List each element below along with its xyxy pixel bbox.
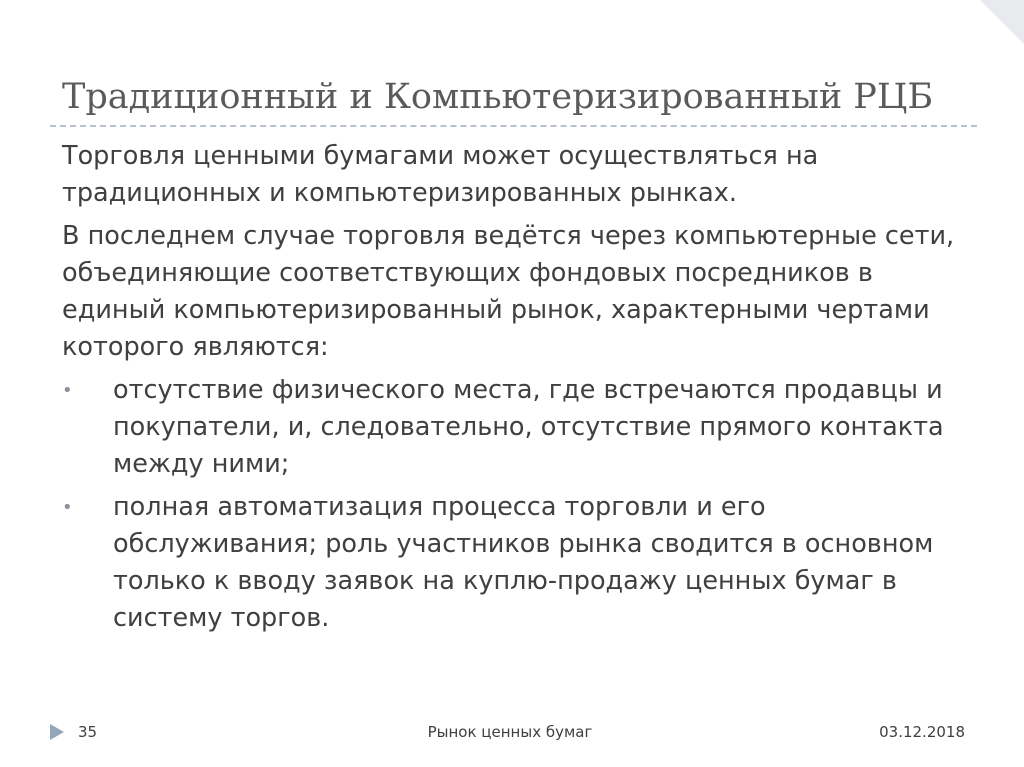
bullet-list [62, 372, 967, 637]
bullet-item-text: отсутствие физического места, где встречаются продавцы и покупатели, и, следовательно, отсутствие прямого контакта между ними; [113, 375, 944, 479]
footer-date: 03.12.2018 [879, 723, 965, 741]
footer-title: Рынок ценных бумаг [427, 723, 593, 741]
bullet-item-2 [62, 489, 967, 637]
slide-title: Традиционный и Компьютеризированный РЦБ [62, 77, 934, 117]
corner-decoration [980, 0, 1024, 44]
slide-body [62, 138, 967, 643]
body-paragraph-1: Торговля ценными бумагами может осуществляться на традиционных и компьютеризированных рынках. [62, 141, 819, 208]
triangle-right-icon [47, 722, 67, 742]
bullet-dot-icon: • [62, 497, 73, 518]
title-divider [50, 125, 977, 127]
bullet-dot-icon: • [62, 380, 73, 401]
bullet-item-1 [62, 372, 967, 483]
bullet-item-text: полная автоматизация процесса торговли и его обслуживания; роль участников рынка сводится в основном только к вводу заявок на куплю-продажу ценных бумаг в систему торгов. [113, 492, 934, 633]
page-number: 35 [78, 723, 98, 741]
body-paragraph-2: В последнем случае торговля ведётся через компьютерные сети, объединяющие соответствующих фондовых посредников в единый компьютеризированный рынок, характерными чертами которого являются: [62, 221, 955, 362]
